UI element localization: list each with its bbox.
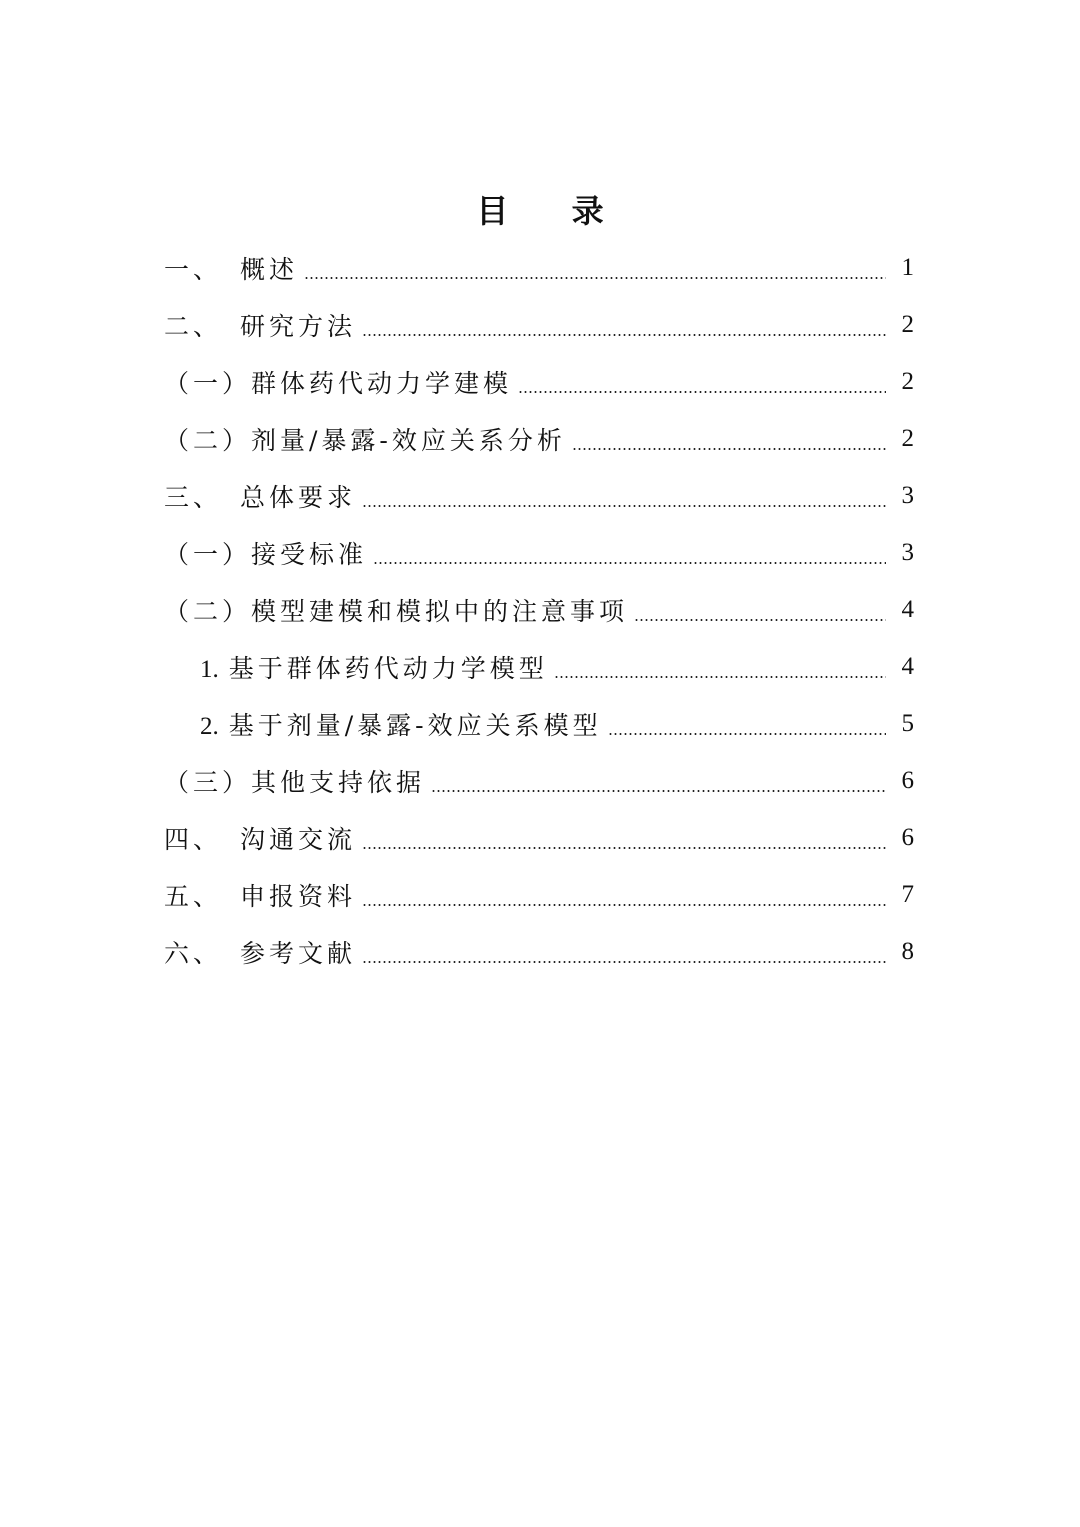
toc-dot-leader xyxy=(554,676,886,678)
toc-entry-popPK-model[interactable] xyxy=(0,645,1080,689)
toc-page-number: 3 xyxy=(901,482,914,509)
toc-entry-label: （二）剂量/暴露-效应关系分析 xyxy=(164,426,566,455)
toc-entry-label: 申报资料 xyxy=(240,882,357,911)
toc-entry-label: 沟通交流 xyxy=(240,825,357,854)
toc-entry-general-requirements[interactable] xyxy=(0,474,1080,518)
toc-page-number: 1 xyxy=(901,254,914,281)
toc-dot-leader xyxy=(518,391,886,393)
toc-page-number: 4 xyxy=(901,596,914,623)
toc-entry-number: 四、 xyxy=(164,825,223,854)
toc-entry-number: 1. xyxy=(200,656,219,683)
toc-entry-label: （二）模型建模和模拟中的注意事项 xyxy=(164,597,629,626)
toc-dot-leader xyxy=(362,334,886,336)
toc-dot-leader xyxy=(572,448,886,450)
toc-entry-exposure-response-analysis[interactable] xyxy=(0,417,1080,461)
toc-entry-modeling-considerations[interactable] xyxy=(0,588,1080,632)
toc-entry-label: （三）其他支持依据 xyxy=(164,768,426,797)
toc-entry-label: 概述 xyxy=(240,255,299,284)
toc-dot-leader xyxy=(362,961,886,963)
toc-dot-leader xyxy=(373,562,886,564)
toc-entry-label: 总体要求 xyxy=(240,483,357,512)
toc-dot-leader xyxy=(431,790,886,792)
toc-entry-number: 二、 xyxy=(164,312,223,341)
toc-page-number: 6 xyxy=(901,767,914,794)
toc-dot-leader xyxy=(608,733,886,735)
toc-entry-overview[interactable] xyxy=(0,246,1080,290)
toc-entry-number: 三、 xyxy=(164,483,223,512)
toc-page-number: 6 xyxy=(901,824,914,851)
toc-entry-number: 一、 xyxy=(164,255,223,284)
toc-entry-other-support[interactable] xyxy=(0,759,1080,803)
toc-entry-label: 基于群体药代动力学模型 xyxy=(228,654,548,683)
toc-dot-leader xyxy=(362,904,886,906)
toc-dot-leader xyxy=(634,619,886,621)
page-title: 目 录 xyxy=(476,192,630,231)
toc-page-number: 5 xyxy=(901,710,914,737)
toc-entry-submission-materials[interactable] xyxy=(0,873,1080,917)
toc-page-number: 8 xyxy=(901,938,914,965)
toc-entry-acceptance-criteria[interactable] xyxy=(0,531,1080,575)
toc-entry-number: 五、 xyxy=(164,882,223,911)
toc-page-number: 3 xyxy=(901,539,914,566)
toc-dot-leader xyxy=(362,505,886,507)
toc-page-number: 4 xyxy=(901,653,914,680)
toc-page-number: 2 xyxy=(901,311,914,338)
toc-entry-number: 2. xyxy=(200,713,219,740)
toc-entry-number: 六、 xyxy=(164,939,223,968)
toc-entry-references[interactable] xyxy=(0,930,1080,974)
toc-entry-research-methods[interactable] xyxy=(0,303,1080,347)
toc-entry-label: （一）群体药代动力学建模 xyxy=(164,369,513,398)
toc-page-number: 2 xyxy=(901,368,914,395)
toc-entry-exposure-response-model[interactable] xyxy=(0,702,1080,746)
toc-entry-communication[interactable] xyxy=(0,816,1080,860)
toc-entry-label: （一）接受标准 xyxy=(164,540,368,569)
toc-dot-leader xyxy=(304,277,886,279)
toc-entry-label: 基于剂量/暴露-效应关系模型 xyxy=(228,711,602,740)
toc-page-number: 2 xyxy=(901,425,914,452)
toc-dot-leader xyxy=(362,847,886,849)
toc-page-number: 7 xyxy=(901,881,914,908)
toc-entry-label: 参考文献 xyxy=(240,939,357,968)
toc-entry-popPK-modeling[interactable] xyxy=(0,360,1080,404)
toc-entry-label: 研究方法 xyxy=(240,312,357,341)
